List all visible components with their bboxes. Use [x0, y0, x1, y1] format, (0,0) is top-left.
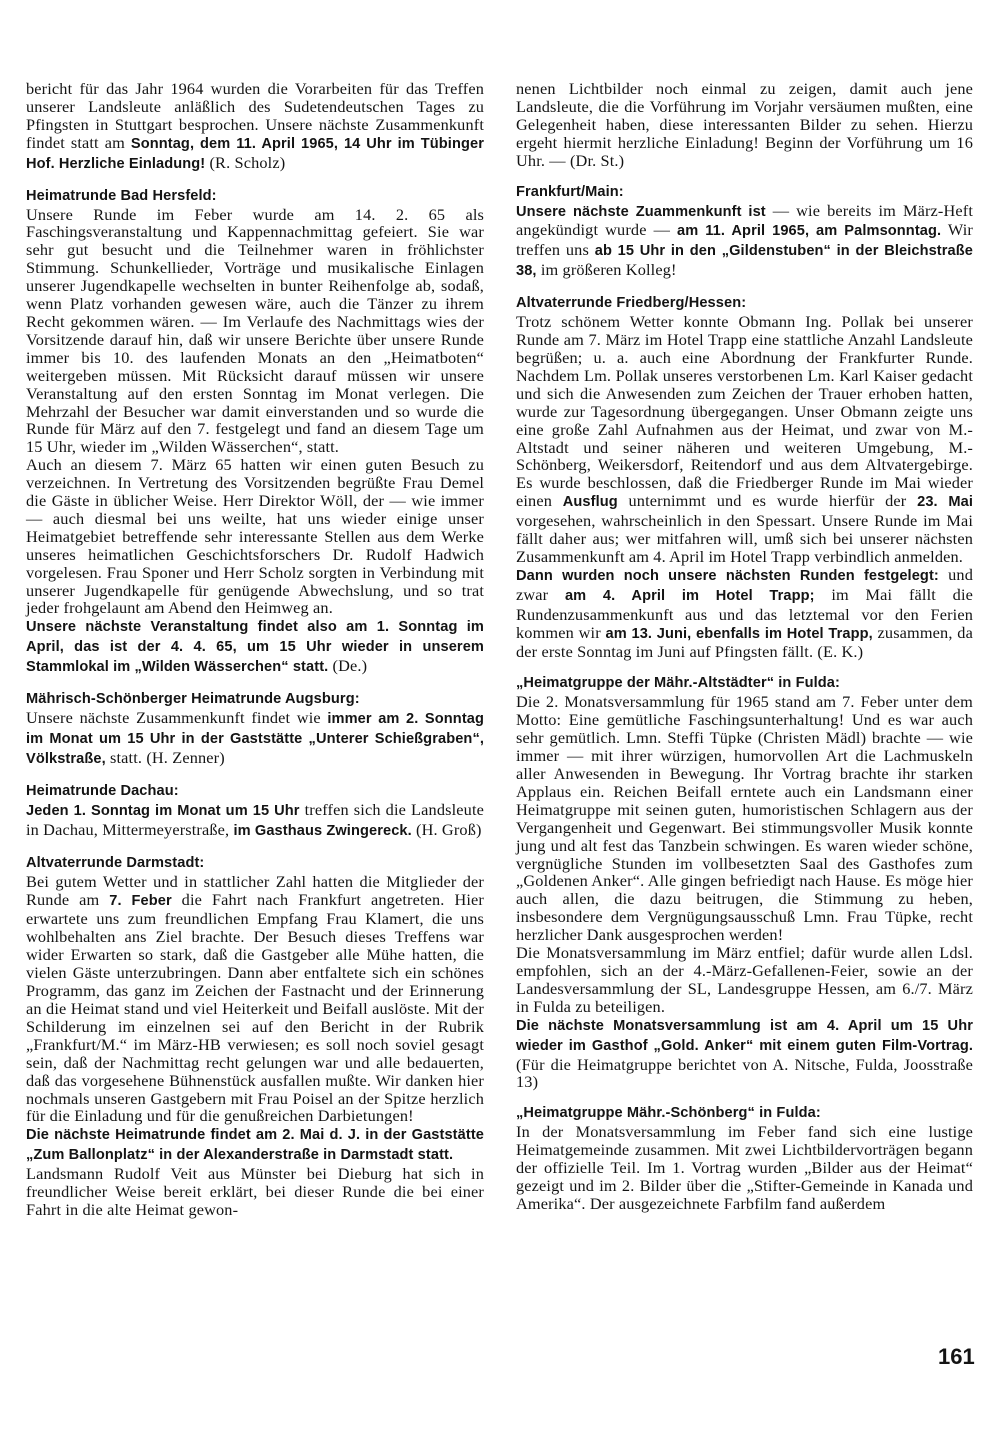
paragraph-tuebingen: bericht für das Jahr 1964 wurden die Vorarbeiten für das Treffen unserer Landsleute anläßlich des Sudetendeutschen Tages zu Pfingsten in Stuttgart besprochen. Unsere nächste Zusammenkunft findet statt am Sonntag, dem 11. April 1965, 14 Uhr im Tübinger Hof. Herzliche Einladung! (R. Scholz): [26, 79, 484, 172]
paragraph-hersfeld-next: Unsere nächste Veranstaltung findet also am 1. Sonntag im April, das ist der 4. 4. 65, um 15 Uhr wieder in unserem Stammlokal im „Wilden Wässerchen“ statt. (De.): [26, 619, 484, 676]
paragraph-darmstadt-next: Die nächste Heimatrunde findet am 2. Mai d. J. in der Gaststätte „Zum Ballonplatz“ in der Alexanderstraße in Darmstadt statt.: [26, 1127, 484, 1164]
paragraph-frankfurt: Unsere nächste Zuammenkunft ist — wie bereits im März-Heft angekündigt wurde — am 11. April 1965, am Palmsonntag. Wir treffen uns ab 15 Uhr in den „Gildenstuben“ in der Bleichstraße 38, im größeren Kolleg!: [516, 200, 973, 280]
paragraph-friedberg-dates: Dann wurden noch unsere nächsten Runden festgelegt: und zwar am 4. April im Hotel Trapp; im Mai fällt die Rundenzusammenkunft aus und das letztemal vor den Ferien kommen wir am 13. Juni, ebenfalls im Hotel Trapp, zusammen, da der erste Sonntag im Juni auf Pfingsten fällt. (E. K.): [516, 564, 974, 662]
section-heading-augsburg: Mährisch-Schönberger Heimatrunde Augsburg:: [26, 691, 360, 708]
section-heading-dachau: Heimatrunde Dachau:: [26, 782, 179, 799]
section-heading-frankfurt: Frankfurt/Main:: [516, 183, 624, 200]
left-column: [26, 80, 484, 1219]
paragraph-augsburg: Unsere nächste Zusammenkunft findet wie immer am 2. Sonntag im Monat um 15 Uhr in der Gaststätte „Unterer Schießgraben“, Völkstraße, statt. (H. Zenner): [26, 708, 485, 767]
section-heading-darmstadt: Altvaterrunde Darmstadt:: [26, 854, 205, 871]
paragraph-hersfeld-feber: Unsere Runde im Feber wurde am 14. 2. 65 als Faschingsveranstaltung und Kappennachmittag gefeiert. Sie war sehr gut besucht und die Teilnehmer waren in fröhlichster Stimmung. Schunkellieder, Vorträge und musikalische Einlagen unserer Jugendkapelle wechselten in bunter Reihenfolge ab, sodaß, wenn Platz vorhanden gewesen wäre, auch die Tänzer zu ihrem Recht gekommen wären. — Im Verlaufe des Nachmittags wies der Vorsitzende darauf hin, daß wir unsere Berichte über unsere Runde immer bis 10. des laufenden Monats an den „Heimatboten“ weitergeben müssen. Mit Rücksicht darauf müssen wir unsere Veranstaltung auf den ersten Sonntag im Monat verlegen. Die Mehrzahl der Besucher war damit einverstanden und so wurde die Runde für März auf den 7. festgelegt und fand an diesem Tage um 15 Uhr, wieder im „Wilden Wässerchen“, statt.: [26, 204, 484, 457]
paragraph-hersfeld-maerz: Auch an diesem 7. März 65 hatten wir einen guten Besuch zu verzeichnen. In Vertretung des Vorsitzenden begrüßte Frau Demel die Gäste in üblicher Weise. Herr Direktor Wöll, der — wie immer — auch diesmal bei uns weilte, hat uns wieder einige unser Heimatgebiet betreffende sehr interessante Stellen aus dem Werke unseres heimatlichen Geschichtsforschers Dr. Rudolf Hadwich vorgelesen. Frau Sponer und Herr Scholz sorgten in Verbindung mit unserer Jugendkapelle für genügende Abwechslung, und so trat jeder frohgelaunt am Abend den Heimweg an.: [26, 455, 484, 618]
bold-meeting-date: Sonntag, dem 11. April 1965, 14 Uhr im Tübinger Hof. Herzliche Einladung!: [26, 135, 484, 172]
section-heading-bad-hersfeld: Heimatrunde Bad Hersfeld:: [26, 187, 217, 204]
paragraph-dachau: Jeden 1. Sonntag im Monat um 15 Uhr treffen sich die Landsleute in Dachau, Mittermeyerstraße, im Gasthaus Zwingereck. (H. Groß): [26, 799, 484, 839]
paragraph-darmstadt-report: Bei gutem Wetter und in stattlicher Zahl hatten die Mitglieder der Runde am 7. Feber die Fahrt nach Frankfurt angetreten. Hier erwartete uns zum freundlichen Empfang Frau Klamert, die uns wohlbehalten ans Ziel brachte. Der Besuch dieses Treffens war wider Erwarten so stark, daß die Gastgeber alle Mühe hatten, die vielen Gäste unterzubringen. Dann aber entfaltete sich ein schönes Programm, das ganz im Zeichen der Fastnacht und der Erinnerung an die Heimat stand und viel Heiterkeit und Beifall auslöste. Mit der Schilderung im einzelnen sei auf den Bericht in der Rubrik „Frankfurt/M.“ im März-HB verwiesen; es soll noch soviel gesagt sein, daß der Nachmittag recht gelungen war und alle bedauerten, daß das vorgesehene Bühnenstück ausfallen mußte. Wir danken hier nochmals unseren Gastgebern mit Frau Poisel an der Spitze herzlich für die Einladung und für die genußreichen Darbietungen!: [26, 871, 484, 1126]
paragraph-altstaedter-feber: Die 2. Monatsversammlung für 1965 stand am 7. Feber unter dem Motto: Eine gemütliche Faschingsunterhaltung! Und es war auch sehr gemütlich. Lmn. Steffi Tüpke (Christen Mädl) brachte — wie immer — mit ihrer würzigen, humorvollen Art die Lachmuskeln aller Anwesenden in Bewegung. Ihr Vortrag brachte ihr starken Applaus ein. Reichen Beifall erntete auch ein Landsmann einer Heimatgruppe mit seinen guten, humoristischen Schlagern aus der Vergangenheit und Gegenwart. Bei stimmungsvoller Musik konnte jung und alt fest das Tanzbein schwingen. Es waren wieder schöne, vergnügliche Stunden im vollbesetzten Saal des Gasthofes zum „Goldenen Anker“. Alle gingen befriedigt nach Hause. Es möge hier auch allen, die dazu beitrugen, die Stimmung zu heben, insbesondere dem Vergnügungsausschuß Lmn. Frau Tüpke, recht herzlicher Dank ausgesprochen werden!: [516, 692, 973, 945]
paragraph-lichtbilder: nenen Lichtbilder noch einmal zu zeigen, damit auch jene Landsleute, die die Vorführung im Vorjahr versäumen mußten, eine Gelegenheit haben, diese interessanten Bilder zu sehen. Hierzu ergeht hiermit herzliche Einladung! Beginn der Vorführung um 16 Uhr. — (Dr. St.): [516, 79, 973, 170]
right-column: [516, 80, 973, 1213]
paragraph-altstaedter-next: Die nächste Monatsversammlung ist am 4. April um 15 Uhr wieder im Gasthof „Gold. Anker“ mit einem guten Film-Vortrag. (Für die Heimatgruppe berichtet von A. Nitsche, Fulda, Joosstraße 13): [516, 1017, 973, 1092]
section-heading-altstaedter-fulda: „Heimatgruppe der Mähr.-Altstädter“ in Fulda:: [516, 675, 840, 692]
paragraph-darmstadt-veit: Landsmann Rudolf Veit aus Münster bei Dieburg hat sich in freundlicher Weise bereit erklärt, bei dieser Runde die bei einer Fahrt in die alte Heimat gewon-: [26, 1164, 484, 1219]
section-heading-schoenberg-fulda: „Heimatgruppe Mähr.-Schönberg“ in Fulda:: [516, 1105, 821, 1122]
paragraph-friedberg-report: Trotz schönem Wetter konnte Obmann Ing. Pollak bei unserer Runde am 7. März im Hotel Trapp eine stattliche Anzahl Landsleute begrüßen; u. a. auch eine Abordnung der Frankfurter Runde. Nachdem Lm. Pollak unseres verstorbenen Lm. Karl Kaiser gedacht und sich die Anwesenden zum Zeichen der Trauer erhoben hatten, wurde zur Tagesordnung übergegangen. Unser Obmann zeigte uns eine große Zahl Aufnahmen aus der Heimat, und zwar von M.-Altstadt und seiner näheren und weiteren Umgebung, M.-Schönberg, Weikersdorf, Reitendorf und aus dem Altvatergebirge. Es wurde beschlossen, daß die Friedberger Runde im Mai wieder einen Ausflug unternimmt und es wurde hierfür der 23. Mai vorgesehen, wahrscheinlich in den Spessart. Unsere Runde im Mai fällt daher aus; wer mitfahren will, umß sich bei unserer nächsten Zusammenkunft am 4. April im Hotel Trapp verbindlich anmelden.: [516, 312, 973, 566]
section-heading-friedberg: Altvaterrunde Friedberg/Hessen:: [516, 295, 747, 312]
paragraph-altstaedter-maerz: Die Monatsversammlung im März entfiel; dafür wurde allen Ldsl. empfohlen, sich an der 4.-März-Gefallenen-Feier, sowie an der Landesversammlung der SL, Landesgruppe Hessen, am 6./7. März in Fulda zu beteiligen.: [516, 943, 973, 1016]
page-number: 161: [938, 1344, 975, 1369]
paragraph-schoenberg-feber: In der Monatsversammlung im Feber fand sich eine lustige Heimatgemeinde zusammen. Mit zwei Lichtbildervorträgen begann der offizielle Teil. Im 1. Vortrag wurden „Bilder aus der Heimat“ gezeigt und im 2. Bilder über die „Stifter-Gemeinde in Kanada und Amerika“. Der ausgezeichnete Farbfilm fand außerdem: [516, 1122, 973, 1213]
